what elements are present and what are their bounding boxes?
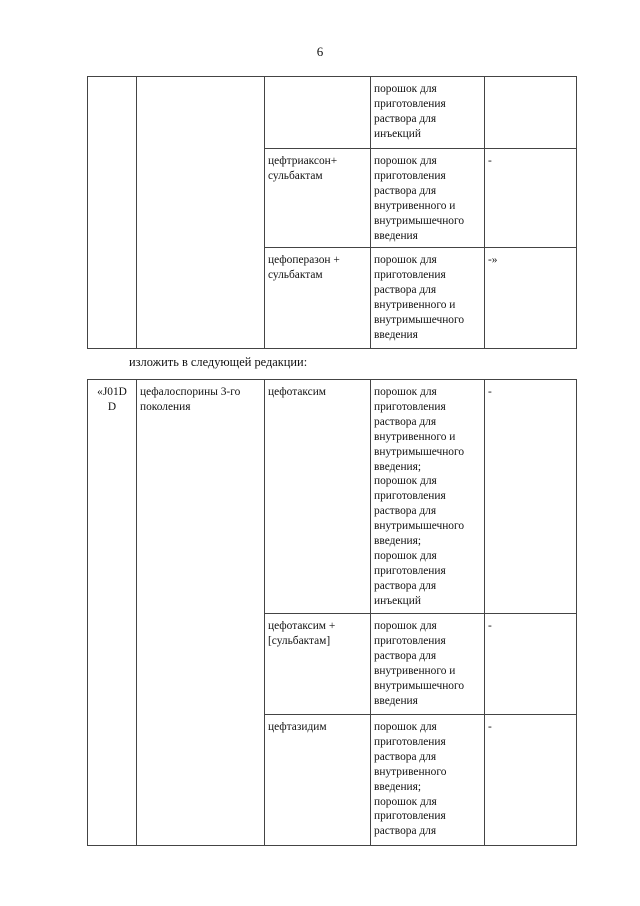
dosage-form-cell: порошок для приготовления раствора для внутривенного и внутримышечного введения	[371, 248, 485, 349]
drug-group-cell	[137, 77, 265, 349]
drug-name-cell: цефотаксим	[265, 380, 371, 614]
note-cell: -	[485, 614, 577, 715]
dosage-form-cell: порошок для приготовления раствора для внутривенного и внутримышечного введения	[371, 149, 485, 248]
dosage-form-cell: порошок для приготовления раствора для внутривенного и внутримышечного введения; порошок для приготовления раствора для внутримышечного введения; порошок для приготовления раствора для инъекций	[371, 380, 485, 614]
drug-name-cell: цефоперазон + сульбактам	[265, 248, 371, 349]
dosage-form-cell: порошок для приготовления раствора для внутривенного и внутримышечного введения	[371, 614, 485, 715]
drug-name-cell	[265, 77, 371, 149]
drug-name-cell: цефтриаксон+ сульбактам	[265, 149, 371, 248]
note-cell: -	[485, 149, 577, 248]
note-cell: -	[485, 380, 577, 614]
amendment-text: изложить в следующей редакции:	[129, 355, 308, 369]
dosage-form-cell: порошок для приготовления раствора для внутривенного введения; порошок для приготовления раствора для	[371, 715, 485, 846]
note-cell: -»	[485, 248, 577, 349]
drug-name-cell: цефтазидим	[265, 715, 371, 846]
table-row	[88, 77, 577, 149]
drug-table-new-edition	[87, 379, 577, 846]
note-cell	[485, 77, 577, 149]
atc-code-cell	[88, 77, 137, 349]
note-cell: -	[485, 715, 577, 846]
drug-name-cell: цефотаксим + [сульбактам]	[265, 614, 371, 715]
page-number: 6	[316, 44, 324, 59]
dosage-form-cell: порошок для приготовления раствора для инъекций	[371, 77, 485, 149]
drug-group-cell: цефалоспорины 3-го поколения	[137, 380, 265, 846]
drug-table-previous	[87, 76, 577, 349]
table-row	[88, 380, 577, 614]
atc-code-cell: «J01D D	[88, 380, 137, 846]
